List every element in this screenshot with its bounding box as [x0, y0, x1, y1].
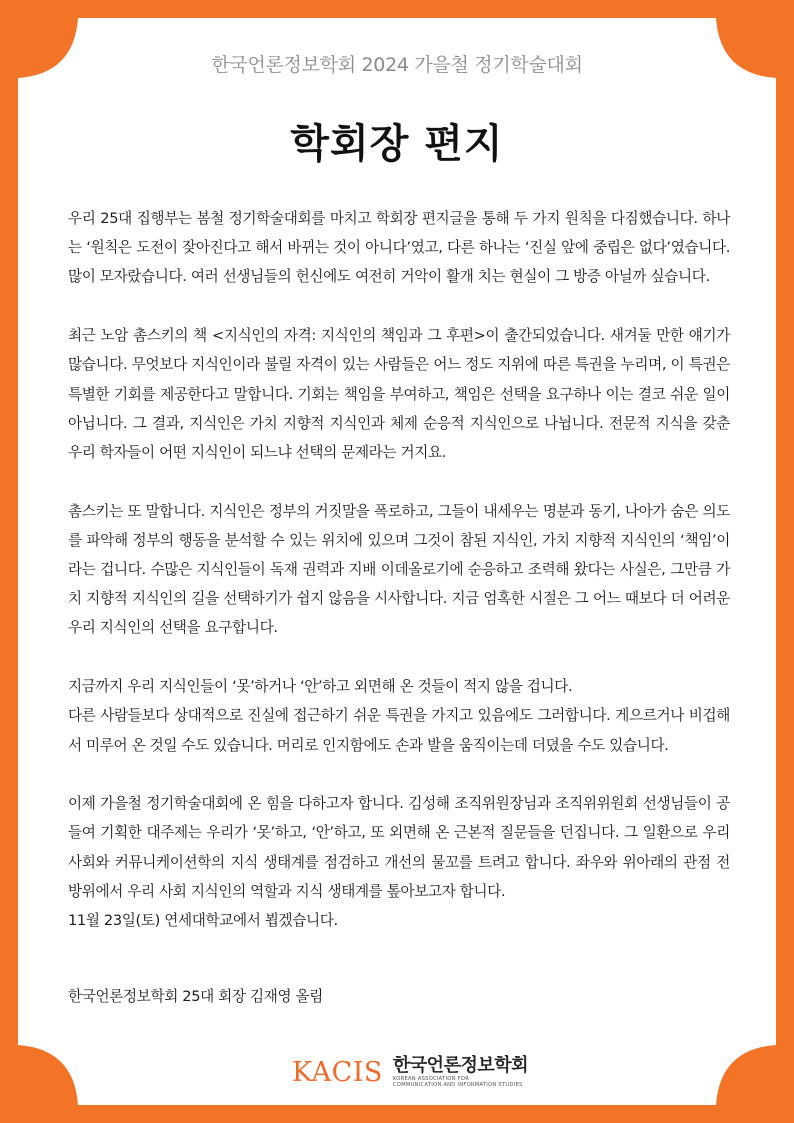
logo-english-name-2: COMMUNICATION AND INFORMATION STUDIES	[392, 1082, 523, 1088]
letter-paragraph: 촘스키는 또 말합니다. 지식인은 정부의 거짓말을 폭로하고, 그들이 내세우는 명분과 동기, 나아가 숨은 의도를 파악해 정부의 행동을 분석할 수 있는 위치에 있으며 그것이 참된 지식인, 가치 지향적 지식인의 ‘책임’이라는 겁니다. 수많은 지식인들이 독재 권력과 지배 이데올로기에 순응하고 조력해 왔다는 사실은, 그만큼 가치 지향적 지식인의 길을 선택하기가 쉽지 않음을 시사합니다. 지금 엄혹한 시절은 그 어느 때보다 더 어려운 우리 지식인의 선택을 요구합니다.	[68, 502, 730, 637]
page-title: 학회장 편지	[290, 121, 504, 167]
society-logo	[292, 1050, 528, 1094]
signature: 한국언론정보학회 25대 회장 김재영 올림	[68, 988, 323, 1005]
event-subtitle: 한국언론정보학회 2024 가을철 정기학술대회	[211, 54, 583, 76]
letter-body	[68, 204, 730, 965]
letter-paragraph: 최근 노암 촘스키의 책 <지식인의 자격: 지식인의 책임과 그 후편>이 출간되었습니다. 새겨둘 만한 얘기가 많습니다. 무엇보다 지식인이라 불릴 자격이 있는 사람들은 어느 정도 지위에 따른 특권을 누리며, 이 특권은 특별한 기회를 제공한다고 말합니다. 기회는 책임을 부여하고, 책임은 선택을 요구하나 이는 결코 쉬운 일이 아닙니다. 그 결과, 지식인은 가치 지향적 지식인과 체제 순응적 지식인으로 나뉩니다. 전문적 지식을 갖춘 우리 학자들이 어떤 지식인이 되느냐 선택의 문제라는 거지요.	[68, 327, 730, 461]
logo-english-name-1: KOREAN ASSOCIATION FOR	[392, 1075, 470, 1082]
logo-text	[393, 1056, 528, 1089]
logo-korean-name: 한국언론정보학회	[392, 1054, 529, 1076]
letter-paragraph: 이제 가을철 정기학술대회에 온 힘을 다하고자 합니다. 김성해 조직위원장님과 조직위위원회 선생님들이 공들여 기획한 대주제는 우리가 ‘못’하고, ‘안’하고, 또 외면해 온 근본적 질문들을 던집니다. 그 일환으로 우리 사회와 커뮤니케이션학의 지식 생태계를 점검하고 개선의 물꼬를 트려고 합니다. 좌우와 위아래의 관점 전 방위에서 우리 사회 지식인의 역할과 지식 생태계를 톺아보고자 합니다. 11월 23일(토) 연세대학교에서 뵙겠습니다.	[68, 795, 730, 930]
letter-paragraph: 우리 25대 집행부는 봄철 정기학술대회를 마치고 학회장 편지글을 통해 두 가지 원칙을 다짐했습니다. 하나는 ‘원칙은 도전이 잦아진다고 해서 바뀌는 것이 아니다’였고, 다른 하나는 ‘진실 앞에 중립은 없다’였습니다. 많이 모자랐습니다. 여러 선생님들의 헌신에도 여전히 거악이 활개 치는 현실이 그 방증 아닐까 싶습니다.	[68, 210, 730, 286]
kacis-logo-mark: KACIS	[292, 1056, 383, 1088]
letter-paragraph: 지금까지 우리 지식인들이 ‘못’하거나 ‘안’하고 외면해 온 것들이 적지 않을 겁니다. 다른 사람들보다 상대적으로 진실에 접근하기 쉬운 특권을 가지고 있음에도 그러합니다. 게으르거나 비겁해서 미루어 온 것일 수도 있습니다. 머리로 인지함에도 손과 발을 움직이는데 더뎠을 수도 있습니다.	[68, 678, 730, 754]
